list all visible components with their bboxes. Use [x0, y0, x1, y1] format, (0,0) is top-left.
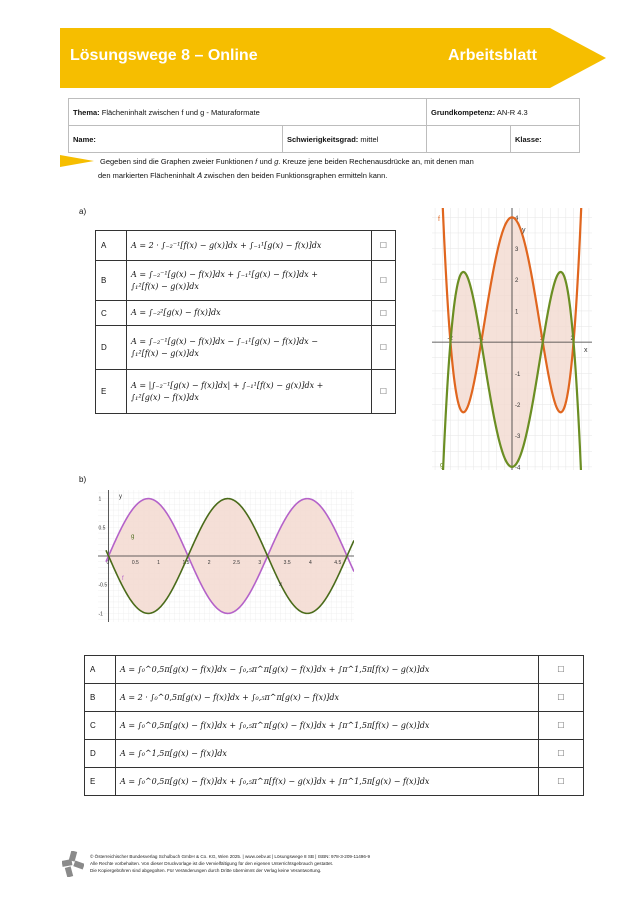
- g-label: g: [440, 462, 444, 469]
- part-b-label: b): [79, 475, 87, 484]
- x-tick-label: 4: [308, 560, 312, 566]
- y-tick-label: 3: [515, 247, 519, 254]
- worksheet-type: Arbeitsblatt: [448, 47, 537, 64]
- x-tick-label: 3: [258, 560, 262, 566]
- info-table: [68, 98, 580, 153]
- option-checkbox[interactable]: ☐: [372, 370, 396, 414]
- y-tick-label: 4: [515, 215, 519, 222]
- x-axis-label: x: [279, 582, 282, 588]
- y-tick-label: 2: [515, 278, 519, 285]
- x-axis-label: x: [584, 347, 588, 354]
- worksheet-title: Lösungswege 8 – Online: [70, 47, 258, 64]
- option-checkbox[interactable]: ☐: [372, 231, 396, 261]
- option-formula: A = ∫₀^0,5π[g(x) − f(x)]dx + ∫₀,₅π^π[g(x) − f(x)]dx + ∫π^1,5π[f(x) − g(x)]dx: [116, 712, 539, 740]
- header-arrow: [550, 28, 606, 88]
- option-checkbox[interactable]: ☐: [539, 684, 584, 712]
- part-b-options: [84, 655, 584, 796]
- y-tick-label: 1: [515, 309, 519, 316]
- x-tick-label: -1: [478, 336, 484, 343]
- graph-a: [432, 208, 592, 470]
- y-tick-label: -1: [98, 611, 103, 618]
- option-formula: A = ∫₀^1,5π[g(x) − f(x)]dx: [116, 740, 539, 768]
- option-checkbox[interactable]: ☐: [539, 740, 584, 768]
- publisher-logo-icon: [62, 851, 84, 877]
- x-tick-label: 1: [539, 336, 544, 343]
- x-tick-label: 2: [207, 560, 211, 566]
- task-instructions: Gegeben sind die Graphen zweier Funktionen 𝑓 und 𝑔. Kreuze jene beiden Rechenausdrücke an, mit denen man den markierten Flächeninhalt 𝐴 zwischen den beiden Funktionsgraphen ermitteln kann.: [98, 157, 474, 180]
- option-letter: E: [96, 370, 127, 414]
- option-formula: A = ∫₀^0,5π[g(x) − f(x)]dx + ∫₀,₅π^π[f(x) − g(x)]dx + ∫π^1,5π[g(x) − f(x)]dx: [116, 768, 539, 796]
- option-letter: A: [96, 231, 127, 261]
- option-formula: A = 2 · ∫₋₂⁻¹[f(x) − g(x)]dx + ∫₋₁¹[g(x) − f(x)]dx: [127, 231, 372, 261]
- empty-cell: [427, 126, 511, 153]
- option-letter: C: [96, 301, 127, 326]
- option-checkbox[interactable]: ☐: [539, 656, 584, 684]
- option-formula: A = ∫₋₂⁻¹[g(x) − f(x)]dx − ∫₋₁¹[g(x) − f(x)]dx − ∫₁²[f(x) − g(x)]dx: [127, 326, 372, 370]
- option-formula: A = ∫₀^0,5π[g(x) − f(x)]dx − ∫₀,₅π^π[g(x) − f(x)]dx + ∫π^1,5π[f(x) − g(x)]dx: [116, 656, 539, 684]
- y-tick-label: -2: [515, 403, 521, 409]
- option-checkbox[interactable]: ☐: [539, 712, 584, 740]
- option-letter: D: [85, 740, 116, 768]
- option-checkbox[interactable]: ☐: [372, 261, 396, 301]
- option-checkbox[interactable]: ☐: [372, 301, 396, 326]
- graph-b: [98, 490, 354, 622]
- y-tick-label: 1: [98, 496, 102, 503]
- x-tick-label: 3.5: [283, 560, 291, 566]
- x-tick-label: -2: [447, 336, 453, 343]
- option-formula: A = ∫₋₂²[g(x) − f(x)]dx: [127, 301, 372, 326]
- g-label: g: [131, 534, 135, 540]
- y-tick-label: -1: [515, 371, 521, 378]
- x-tick-label: 0: [106, 560, 110, 566]
- y-axis-label: y: [522, 227, 526, 234]
- option-checkbox[interactable]: ☐: [539, 768, 584, 796]
- y-tick-label: -3: [515, 434, 521, 441]
- y-tick-label: 0.5: [98, 525, 106, 532]
- option-letter: A: [85, 656, 116, 684]
- option-letter: B: [85, 684, 116, 712]
- f-label: f: [122, 576, 124, 582]
- option-letter: E: [85, 768, 116, 796]
- option-checkbox[interactable]: ☐: [372, 326, 396, 370]
- part-a-label: a): [79, 207, 87, 216]
- f-label: f: [438, 216, 440, 223]
- x-tick-label: 2.5: [233, 560, 241, 566]
- thema-cell: Thema: Flächeninhalt zwischen f und g - Maturaformate: [69, 99, 427, 126]
- part-a-options: [95, 230, 396, 414]
- option-letter: D: [96, 326, 127, 370]
- option-letter: B: [96, 261, 127, 301]
- option-formula: A = |∫₋₂⁻¹[g(x) − f(x)]dx| + ∫₋₁¹[f(x) − g(x)]dx + ∫₁²[g(x) − f(x)]dx: [127, 370, 372, 414]
- x-tick-label: 1.5: [182, 560, 190, 566]
- y-axis-label: y: [119, 494, 122, 500]
- y-tick-label: -0.5: [98, 582, 108, 589]
- option-letter: C: [85, 712, 116, 740]
- schwierigkeit-cell: Schwierigkeitsgrad: mittel: [283, 126, 427, 153]
- klasse-cell: Klasse:: [511, 126, 580, 153]
- x-tick-label: 0.5: [131, 560, 139, 566]
- kompetenz-cell: Grundkompetenz: AN-R 4.3: [427, 99, 580, 126]
- option-formula: A = ∫₋₂⁻¹[g(x) − f(x)]dx + ∫₋₁¹[g(x) − f(x)]dx + ∫₁²[f(x) − g(x)]dx: [127, 261, 372, 301]
- x-tick-label: 2: [570, 336, 574, 343]
- option-formula: A = 2 · ∫₀^0,5π[g(x) − f(x)]dx + ∫₀,₅π^π[g(x) − f(x)]dx: [116, 684, 539, 712]
- task-marker: [60, 155, 94, 167]
- y-tick-label: -4: [515, 465, 521, 470]
- x-tick-label: 1: [157, 560, 160, 566]
- name-cell: Name:: [69, 126, 283, 153]
- footer-copyright: © Österreichischer Bundesverlag Schulbuch GmbH & Co. KG, Wien 2025. | www.oebv.at | Lösungswege 8 SB | ISBN: 978-3-209-11496-9 Alle Rechte vorbehalten. Von dieser Druckvorlage ist die Vervielfältigung für den eigenen Unterrichtsgebrauch gestattet. Die Kopiergebühren sind abgegolten. Für Veränderungen durch Dritte übernimmt der Verlag keine Verantwortung.: [90, 854, 371, 873]
- x-tick-label: 4.5: [334, 560, 342, 566]
